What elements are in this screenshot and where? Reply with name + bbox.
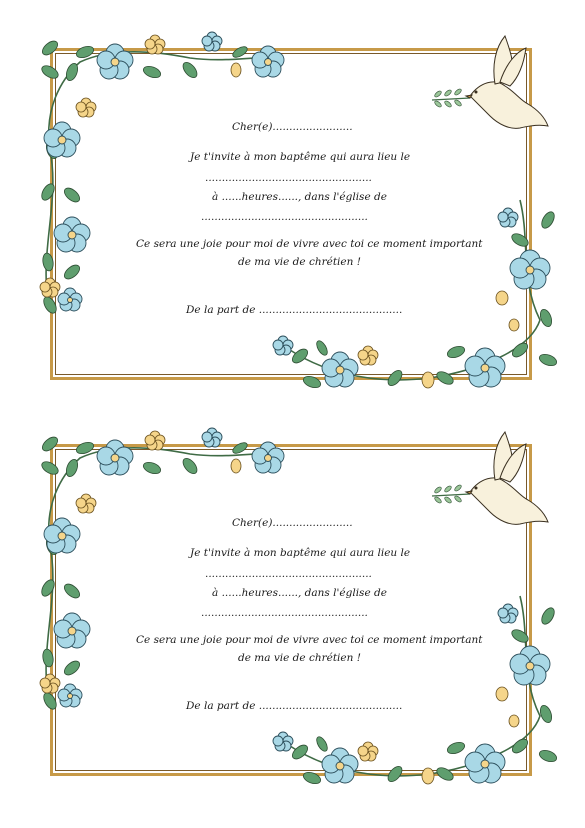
from-line: De la part de ........................................... — [186, 700, 403, 712]
church-dots: .................................................. — [201, 607, 368, 619]
time-line: à ......heures......, dans l'église de — [212, 191, 387, 203]
life-line: de ma vie de chrétien ! — [238, 256, 361, 268]
date-dots: .................................................. — [205, 568, 372, 580]
joy-line: Ce sera une joie pour moi de vivre avec toi ce moment important — [136, 634, 483, 646]
from-line: De la part de ........................................... — [186, 304, 403, 316]
invitation-card-bottom — [0, 396, 585, 796]
invite-line: Je t'invite à mon baptême qui aura lieu le — [190, 151, 411, 163]
blue-flower-icon — [44, 32, 550, 387]
date-dots: .................................................. — [205, 172, 372, 184]
life-line: de ma vie de chrétien ! — [238, 652, 361, 664]
dove-icon — [466, 36, 548, 128]
greeting-line: Cher(e)........................ — [232, 517, 353, 529]
blue-flower-icon — [44, 428, 550, 783]
dove-icon — [466, 432, 548, 524]
invitation-card-top — [0, 0, 585, 400]
joy-line: Ce sera une joie pour moi de vivre avec toi ce moment important — [136, 238, 483, 250]
church-dots: .................................................. — [201, 211, 368, 223]
olive-branch-icon — [432, 88, 470, 108]
greeting-line: Cher(e)........................ — [232, 121, 353, 133]
time-line: à ......heures......, dans l'église de — [212, 587, 387, 599]
olive-branch-icon — [432, 484, 470, 504]
invite-line: Je t'invite à mon baptême qui aura lieu le — [190, 547, 411, 559]
